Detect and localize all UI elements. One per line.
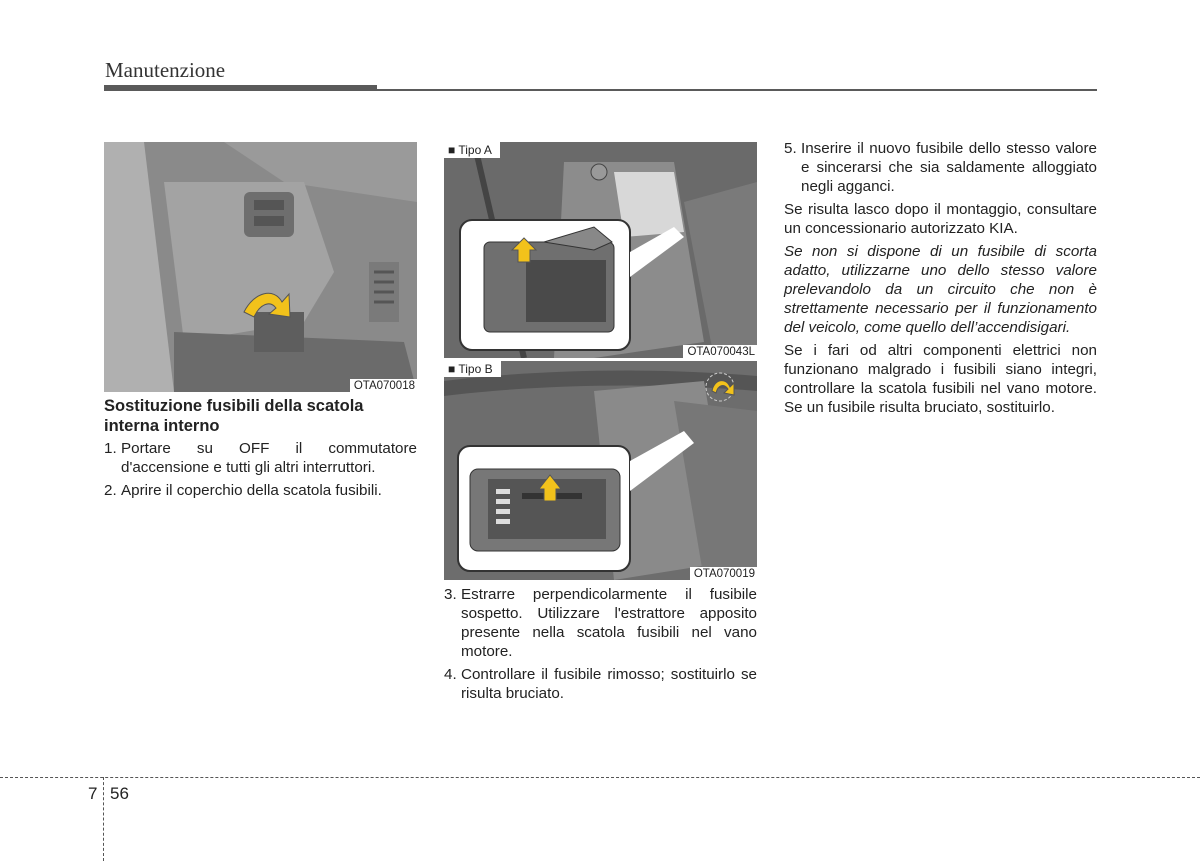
figure-type-label: ■ Tipo B xyxy=(444,361,501,377)
step-number: 2. xyxy=(104,482,117,499)
engine-fuse-box-illustration xyxy=(444,142,757,358)
figure-interior-fuse-panel xyxy=(104,142,417,392)
step-number: 4. xyxy=(444,666,457,683)
figure-code: OTA070018 xyxy=(350,379,417,392)
figure-tipo-b xyxy=(444,361,757,580)
header-rule-thick xyxy=(104,85,377,91)
italic-note: Se non si dispone di un fusibile di scorta adatto, utilizzarne uno dello stesso valore prelevandolo da un circuito che non è strettamente necessario per il funzionamento del veicolo, come quello dell’accendisigari. xyxy=(784,243,1097,336)
page-number: 56 xyxy=(110,784,129,803)
step-text: Aprire il coperchio della scatola fusibili. xyxy=(121,482,382,499)
paragraph: Se i fari od altri componenti elettrici non funzionano malgrado i fusibili siano integri, controllare la scatola fusibili nel vano motore. Se un fusibile risulta bruciato, sostituirlo. xyxy=(784,342,1097,416)
instruction-step xyxy=(784,139,1097,196)
step-text: Controllare il fusibile rimosso; sostituirlo se risulta bruciato. xyxy=(461,666,757,702)
chapter-number: 7 xyxy=(88,784,98,803)
footer-rule xyxy=(0,777,1200,778)
interior-dashboard-illustration xyxy=(104,142,417,392)
figure-code: OTA070043L xyxy=(683,345,757,358)
paragraph: Se risulta lasco dopo il montaggio, consultare un concessionario autorizzato KIA. xyxy=(784,201,1097,237)
instruction-step xyxy=(444,585,757,661)
instruction-step xyxy=(444,665,757,703)
footer-divider xyxy=(103,777,104,861)
step-text: Estrarre perpendicolarmente il fusibile sospetto. Utilizzare l'estrattore apposito presente nella scatola fusibili nel vano motore. xyxy=(461,586,757,660)
figure-code: OTA070019 xyxy=(690,567,757,580)
header-rule-thin xyxy=(377,89,1097,91)
middle-column xyxy=(444,585,757,707)
engine-fuse-box-illustration xyxy=(444,361,757,580)
figure-tipo-a xyxy=(444,142,757,358)
section-heading: Sostituzione fusibili della scatola interna interno xyxy=(104,397,364,435)
step-number: 5. xyxy=(784,140,797,157)
figure-type-label: ■ Tipo A xyxy=(444,142,500,158)
step-text: Inserire il nuovo fusibile dello stesso valore e sincerarsi che sia saldamente alloggiato negli agganci. xyxy=(801,140,1097,195)
right-column xyxy=(784,139,1097,421)
step-text: Portare su OFF il commutatore d'accensione e tutti gli altri interruttori. xyxy=(121,440,417,476)
instruction-step xyxy=(104,481,417,500)
step-number: 3. xyxy=(444,586,457,603)
page-header-title: Manutenzione xyxy=(105,58,226,82)
left-column xyxy=(104,396,417,504)
step-number: 1. xyxy=(104,440,117,457)
instruction-step xyxy=(104,439,417,477)
